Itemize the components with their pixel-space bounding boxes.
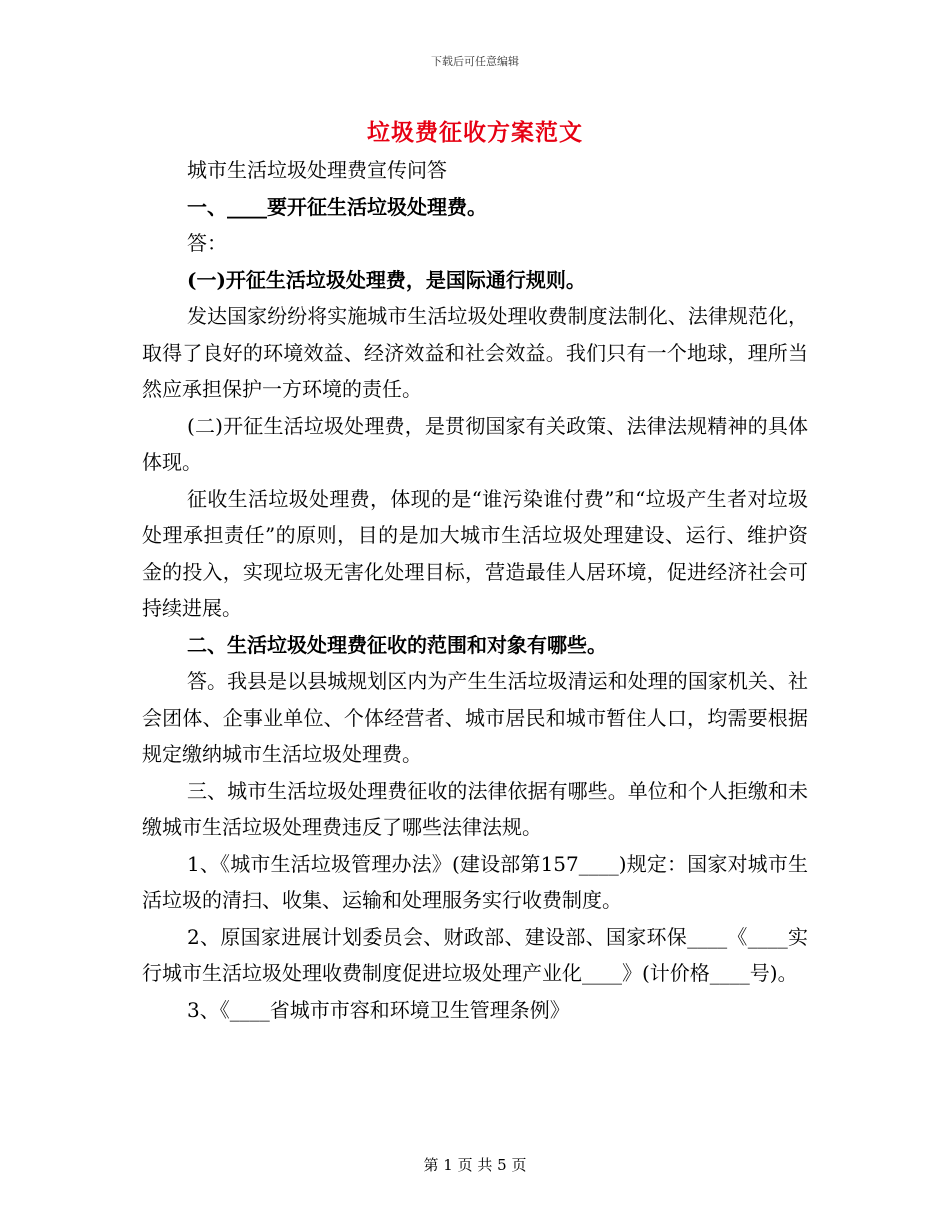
paragraph: 征收生活垃圾处理费，体现的是“谁污染谁付费”和“垃圾产生者对垃圾处理承担责任”的原则，目的是加大城市生活垃圾处理建设、运行、维护资金的投入，实现垃圾无害化处理目标，营造最佳人居环境，促进经济社会可持续进展。 [142,486,808,620]
subsection-heading-1: (一)开征生活垃圾处理费，是国际通行规则。 [187,267,586,292]
list-item: 3、《____省城市市容和环境卫生管理条例》 [187,997,570,1022]
paragraph-intro: 城市生活垃圾处理费宣传问答 [187,158,447,182]
paragraph: (二)开征生活垃圾处理费，是贯彻国家有关政策、法律法规精神的具体体现。 [142,413,808,474]
section-heading-2: 二、生活垃圾处理费征收的范围和对象有哪些。 [187,632,607,657]
list-item: 1、《城市生活垃圾管理办法》(建设部第157____)规定：国家对城市生活垃圾的清扫、收集、运输和处理服务实行收费制度。 [142,851,808,912]
paragraph: 答。我县是以县城规划区内为产生生活垃圾清运和处理的国家机关、社会团体、企事业单位、个体经营者、城市居民和城市暂住人口，均需要根据规定缴纳城市生活垃圾处理费。 [142,669,808,766]
section-heading-1: 一、____要开征生活垃圾处理费。 [187,194,487,219]
document-body [142,152,808,1028]
page-header-note: 下载后可任意编辑 [431,55,519,68]
page-footer-number: 第 1 页 共 5 页 [423,1156,527,1174]
document-title: 垃圾费征收方案范文 [367,120,583,146]
paragraph: 发达国家纷纷将实施城市生活垃圾处理收费制度法制化、法律规范化，取得了良好的环境效益、经济效益和社会效益。我们只有一个地球，理所当然应承担保护一方环境的责任。 [142,304,808,401]
answer-label: 答： [187,231,227,255]
section-heading-3: 三、城市生活垃圾处理费征收的法律依据有哪些。单位和个人拒缴和未缴城市生活垃圾处理费违反了哪些法律法规。 [142,778,808,839]
list-item: 2、原国家进展计划委员会、财政部、建设部、国家环保____《____实行城市生活垃圾处理收费制度促进垃圾处理产业化____》(计价格____号)。 [142,924,808,985]
